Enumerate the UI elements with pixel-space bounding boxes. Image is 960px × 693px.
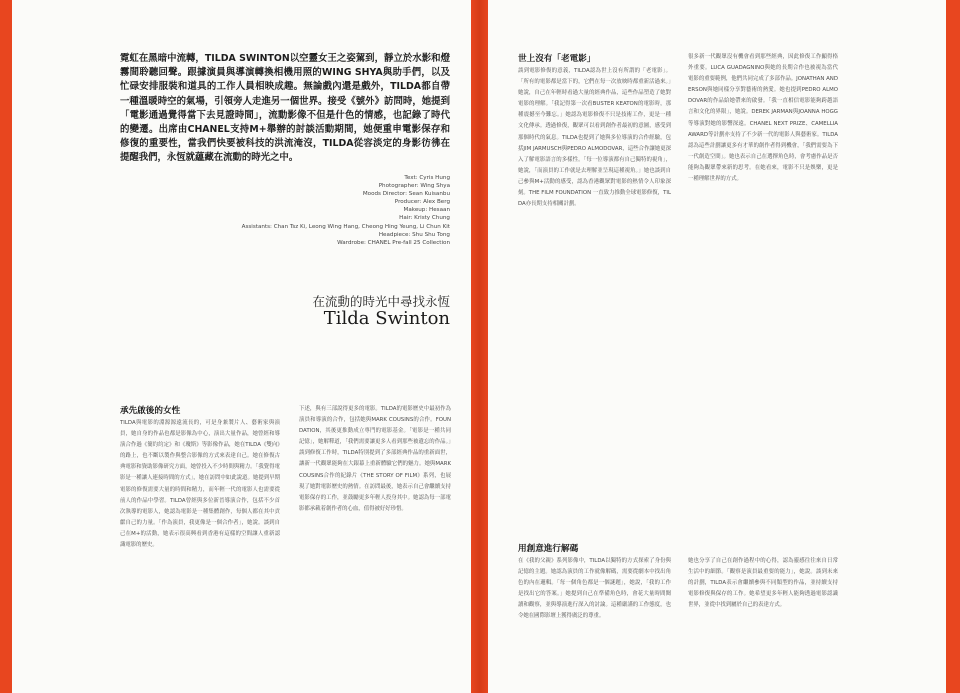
body-text: 她也分享了自己在創作過程中的心得，認為靈感往往來自日常生活中的細節。「觀察是演員最重要的能力」，她說。談到未來的計劃，TILDA表示會繼續參與不同類型的作品，並持續支持電影修復與保存的工作。她希望更多年輕人能夠透過電影認識世界，並從中找到屬於自己的表達方式。: [688, 558, 838, 609]
body-column: [518, 556, 671, 681]
body-column: [688, 52, 838, 422]
right-page: [488, 0, 946, 693]
body-text: 下述，與有三部說得更多的電影。TILDA的電影歷史中最初作為演員和導演的合作，包括她與MARK COUSINS的合作。FOUNDATION，其後更推動成立專門的電影基金。「電影是一種共同記憶」，她解釋道，「我們需要讓更多人看到那些被遺忘的作品。」談到修復工作時，TILDA特別提到了多部經典作品的重新面世，讓新一代觀眾能夠在大銀幕上重新體驗它們的魅力。她與MARK COUSINS合作的紀錄片《THE STORY OF FILM》系列，也展現了她對電影歷史的熱情。在訪問最後，她表示自己會繼續支持電影保存的工作，並鼓勵更多年輕人投身其中。她認為每一部電影都承載着創作者的心血，值得被好好珍惜。: [299, 406, 451, 512]
intro-paragraph: 霓虹在黑暗中流轉，TILDA SWINTON以空靈女王之姿駕到，靜立於水影和燈霧間聆聽回聲。跟據演員與導演轉換相機用照的WING SHYA與助手們，以及忙碌安排服裝和道具的工作人員相映成趣。無論戲內還是戲外，TILDA都自帶一種溫暖時空的氣場，引領旁人走進另一個世界。接受《號外》訪問時，她提到「電影通過覺得當下去見證時間」，流動影像不但是什色的情感，也記錄了時代的變遷。出席由CHANEL支持M+舉辦的討談活動期間，她便重申電影保存和修復的重要性，當我們快要被科技的洪流淹沒，TILDA從容淡定的身影彷彿在提醒我們，永恆就蘊藏在流動的時光之中。: [120, 53, 450, 164]
body-text: 很多新一代觀眾沒有機會看到那些經典，因此修復工作顯得格外重要。LUCA GUADAGNINO與她的長期合作也被視為當代電影的重要範例，他們共同完成了多部作品。JONATHAN ANDERSON與她同樣分享對藝術的熱愛。她也提到PEDRO ALMODOVAR的作品給她帶來的啟發。「我一直相信電影能夠跨越語言和文化的界限」，她說。DEREK JARMAN與JOANNA HOGG等導演對她的影響深遠。CHANEL NEXT PRIZE、CAMELLIA AWARD等計劃亦支持了不少新一代的電影人與藝術家。TILDA認為這些計劃讓更多有才華的創作者得到機會，「我們需要為下一代創造空間」。她也表示自己在選擇角色時，會考慮作品是否能夠為觀眾帶來新的思考。在她看來，電影不只是娛樂，更是一種理解世界的方式。: [688, 54, 838, 183]
section-heading: 用創意進行解碼: [518, 544, 579, 554]
body-text: 談到電影修復的意義，TILDA認為世上沒有所謂的「老電影」。「所有的電影都是當下的，它們在每一次放映時都重新活過來。」她說，自己在年輕時看過大量的經典作品，這些作品塑造了她對電影的理解。「我記得第一次看BUSTER KEATON的電影時，那種震撼至今難忘。」她認為電影修復不只是技術工作，更是一種文化傳承。透過修復，觀眾可以看到創作者最初的意圖，感受到那個時代的氣息。TILDA也提到了她與多位導演的合作經驗，包括JIM JARMUSCH與PEDRO ALMODOVAR，這些合作讓她更深入了解電影語言的多樣性。「每一位導演都有自己獨特的視角」，她說，「而演員的工作就是去理解並呈現這種視角。」她也談到自己參與M+活動的感受，認為香港觀眾對電影的熱情令人印象深刻。THE FILM FOUNDATION 一直致力推動全球電影修復，TILDA亦長期支持相關計劃。: [518, 68, 671, 208]
article-title: Tilda Swinton: [323, 308, 450, 329]
credit-line: Assistants: Chan Tsz Ki, Leong Wing Hang, Cheong Hing Yeung, Li Chun Kit: [241, 223, 450, 230]
credit-line: Moods Director: Sean Kuisanbu: [362, 191, 450, 198]
body-text: TILDA與電影的淵源源遠流長的，可是身兼製片人、藝術家與演員，她自身的作品也都是影像為中心，演出大量作品，她曾經和導演合作過《簡約約定》和《瓊斯》等影像作品，她在TILDA《雙向》的路上，也不斷以製作與整合影像的方式來表達自己。她在修復古典電影和資助影像研究方面，她曾投入不少時間與精力。「我覺得電影是一種讓人連接時間的方式」，她在訪問中如此說道。她提到早期電影的修復需要大量的時間和精力，而年輕一代的電影人也需要從前人的作品中學習。TILDA曾經與多位新晉導演合作，包括不少首次執導的電影人，她認為電影是一種集體創作，每個人都在其中貢獻自己的力量。「作為演員，我更像是一個合作者」，她說。談到自己在M+的活動，她表示很高興看到香港有這樣的空間讓人重新認識電影的歷史。: [120, 420, 280, 549]
body-column: [299, 404, 451, 680]
credit-line: Makeup: Hesaan: [403, 207, 450, 214]
body-text: 在《我的父親》系列影像中，TILDA以獨特的方式探索了身份與記憶的主題。她認為演員的工作就像解碼，需要從劇本中找出角色的內在邏輯。「每一個角色都是一個謎題」，她說，「我的工作是找出它的答案。」她提到自己在準備角色時，會花大量時間閱讀和觀察，並與導演進行深入的討論。這種嚴謹的工作態度，也令她在國際影壇上獲得廣泛的尊重。: [518, 558, 671, 620]
credits-block: [192, 174, 450, 247]
credit-line: Wardrobe: CHANEL Pre-fall 25 Collection: [337, 239, 450, 246]
page-gutter: [471, 0, 488, 693]
credit-line: Hair: Kristy Chung: [399, 215, 450, 222]
body-column: [120, 418, 280, 680]
credit-line: Text: Cyris Hung: [404, 175, 450, 181]
section-heading: 承先啟後的女性: [120, 406, 181, 416]
credit-line: Photographer: Wing Shya: [378, 183, 450, 190]
article-subtitle: 在流動的時光中尋找永恆: [312, 294, 450, 309]
credit-line: Headpiece: Shu Shu Tong: [378, 231, 450, 238]
left-page: [12, 0, 471, 693]
credit-line: Producer: Alex Berg: [394, 199, 450, 206]
body-column: [688, 556, 838, 681]
section-heading: 世上沒有「老電影」: [518, 54, 596, 64]
body-column: [518, 66, 671, 528]
